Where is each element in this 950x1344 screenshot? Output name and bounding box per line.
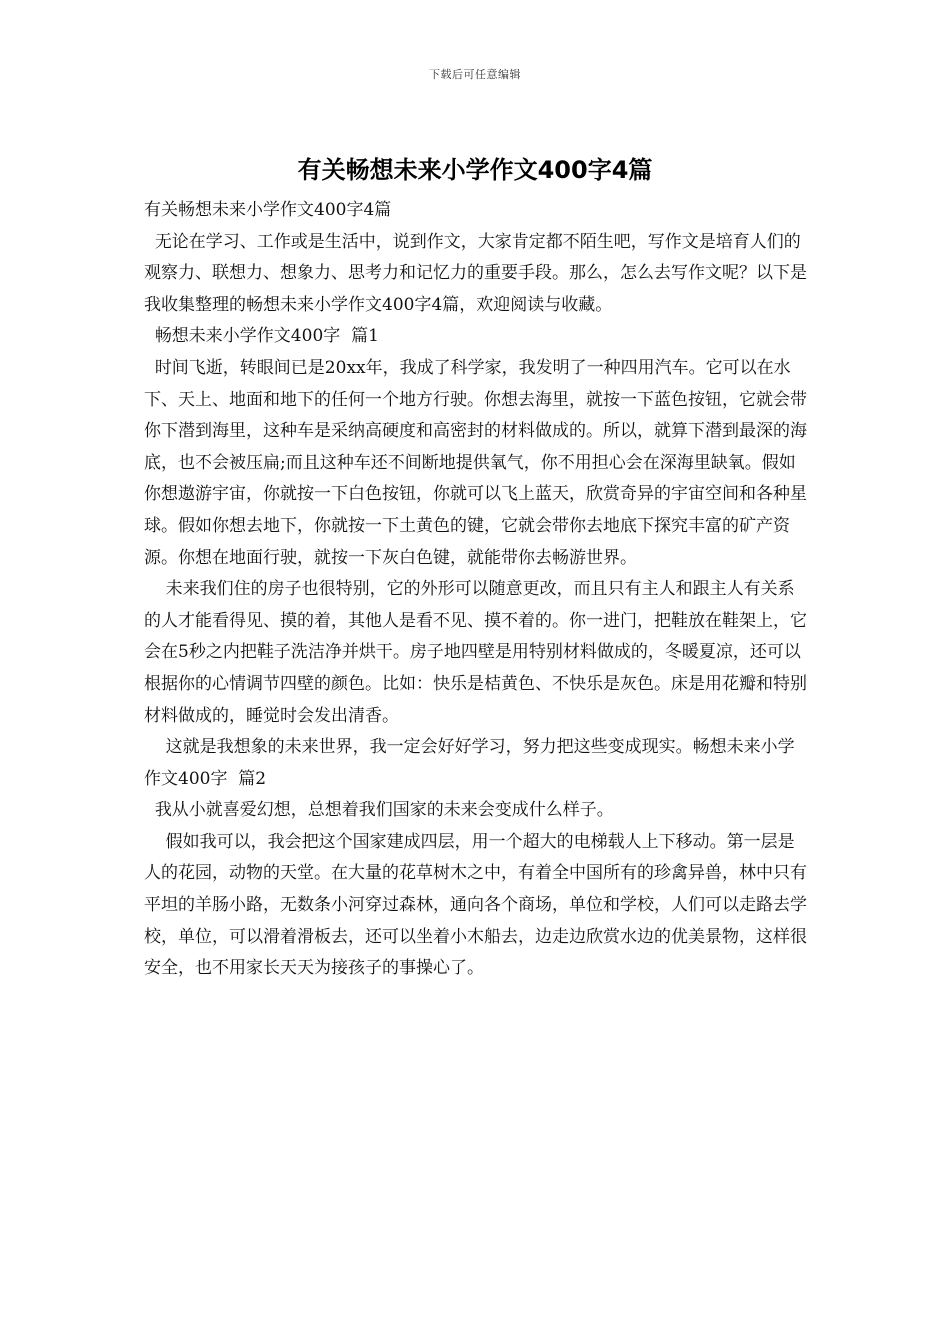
paragraph-essay1-b: 未来我们住的房子也很特别，它的外形可以随意更改，而且只有主人和跟主人有关系的人才能看得见、摸的着，其他人是看不见、摸不着的。你一进门，把鞋放在鞋架上，它会在5秒之内把鞋子洗洁净并烘干。房子地四壁是用特别材料做成的，冬暖夏凉，还可以根据你的心情调节四壁的颜色。比如：快乐是桔黄色、不快乐是灰色。床是用花瓣和特别材料做成的，睡觉时会发出清香。 bbox=[144, 579, 807, 726]
section-heading-1: 畅想未来小学作文400字 篇1 bbox=[144, 326, 379, 347]
header-note: 下载后可任意编辑 bbox=[429, 68, 521, 81]
document-body bbox=[144, 195, 808, 985]
paragraph-essay1-c: 这就是我想象的未来世界，我一定会好好学习，努力把这些变成现实。畅想未来小学作文400字 篇2 bbox=[144, 737, 795, 789]
document-title: 有关畅想未来小学作文400字4篇 bbox=[297, 156, 653, 184]
paragraph-essay2-a: 我从小就喜爱幻想，总想着我们国家的未来会变成什么样子。 bbox=[144, 800, 614, 821]
paragraph-essay2-b: 假如我可以，我会把这个国家建成四层，用一个超大的电梯载人上下移动。第一层是人的花园，动物的天堂。在大量的花草树木之中，有着全中国所有的珍禽异兽，林中只有平坦的羊肠小路，无数条小河穿过森林，通向各个商场，单位和学校，人们可以走路去学校，单位，可以滑着滑板去，还可以坐着小木船去，边走边欣赏水边的优美景物，这样很安全，也不用家长天天为接孩子的事操心了。 bbox=[144, 831, 807, 979]
paragraph-intro: 无论在学习、工作或是生活中，说到作文，大家肯定都不陌生吧，写作文是培育人们的观察力、联想力、想象力、思考力和记忆力的重要手段。那么，怎么去写作文呢？以下是我收集整理的畅想未来小学作文400字4篇，欢迎阅读与收藏。 bbox=[144, 231, 807, 315]
paragraph-essay1-a: 时间飞逝，转眼间已是20xx年，我成了科学家，我发明了一种四用汽车。它可以在水下、天上、地面和地下的任何一个地方行驶。你想去海里，就按一下蓝色按钮，它就会带你下潜到海里，这种车是采纳高硬度和高密封的材料做成的。所以，就算下潜到最深的海底，也不会被压扁;而且这种车还不间断地提供氧气，你不用担心会在深海里缺氧。假如你想遨游宇宙，你就按一下白色按钮，你就可以飞上蓝天，欣赏奇异的宇宙空间和各种星球。假如你想去地下，你就按一下土黄色的键，它就会带你去地底下探究丰富的矿产资源。你想在地面行驶，就按一下灰白色键，就能带你去畅游世界。 bbox=[144, 357, 807, 568]
document-subtitle: 有关畅想未来小学作文400字4篇 bbox=[144, 200, 392, 220]
